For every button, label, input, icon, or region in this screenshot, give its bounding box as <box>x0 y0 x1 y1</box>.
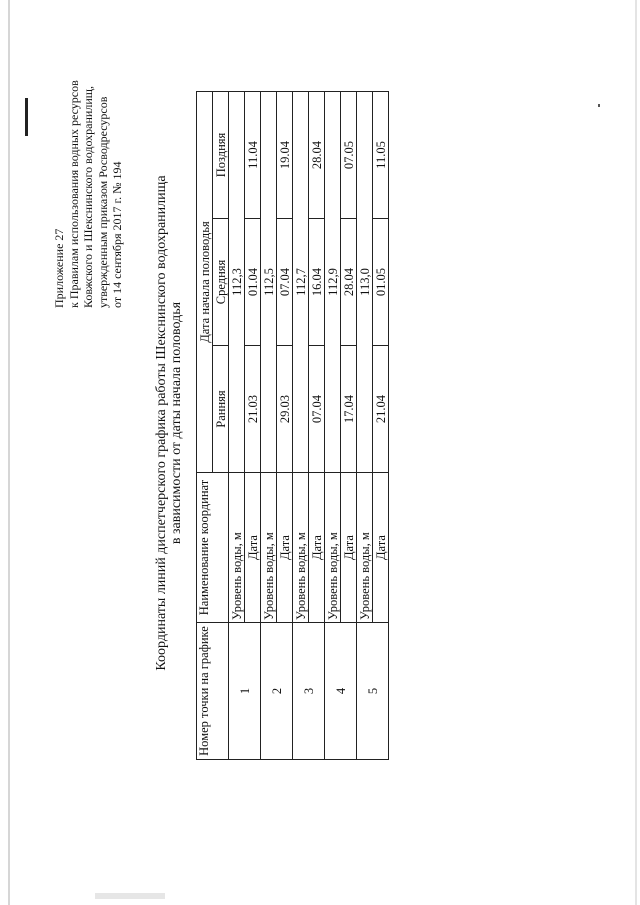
title-line-2: в зависимости от даты начала половодья <box>169 301 184 545</box>
point-number: 3 <box>293 623 325 760</box>
title-line-1: Координаты линий диспетчерского графика работы Шекснинского водохранилища <box>154 175 169 671</box>
point-number: 4 <box>325 623 357 760</box>
date-middle: 28.04 <box>341 219 357 346</box>
table-row <box>357 92 373 760</box>
point-number: 5 <box>357 623 389 760</box>
table-row <box>229 92 245 760</box>
date-label: Дата <box>277 473 293 623</box>
table-row <box>325 92 341 760</box>
header-early: Ранняя <box>213 346 229 473</box>
appendix-line: Приложение 27 <box>52 228 66 308</box>
table-header-row <box>197 92 213 760</box>
scan-dot <box>598 104 600 107</box>
document-title <box>154 78 184 768</box>
point-number: 2 <box>261 623 293 760</box>
scan-smudge <box>95 893 165 899</box>
date-late: 07.05 <box>341 92 357 219</box>
date-label: Дата <box>309 473 325 623</box>
date-middle: 16.04 <box>309 219 325 346</box>
header-coordinate-name: Наименование координат <box>197 473 229 623</box>
scan-right-edge <box>635 0 637 905</box>
water-level-value: 112,9 <box>325 92 341 473</box>
date-early: 17.04 <box>341 346 357 473</box>
date-late: 11.04 <box>245 92 261 219</box>
date-middle: 01.05 <box>373 219 389 346</box>
appendix-line: от 14 сентября 2017 г. № 194 <box>110 161 124 308</box>
level-label: Уровень воды, м <box>357 473 373 623</box>
water-level-value: 112,5 <box>261 92 277 473</box>
date-early: 29.03 <box>277 346 293 473</box>
level-label: Уровень воды, м <box>261 473 277 623</box>
scan-left-edge <box>8 0 10 905</box>
level-label: Уровень воды, м <box>293 473 309 623</box>
appendix-line: к Правилам использования водных ресурсов <box>66 80 81 308</box>
appendix-line: утвержденным приказом Росводресурсов <box>95 96 110 308</box>
date-early: 07.04 <box>309 346 325 473</box>
water-level-value: 113,0 <box>357 92 373 473</box>
header-middle: Средняя <box>213 219 229 346</box>
water-level-value: 112,3 <box>229 92 245 473</box>
header-point-number: Номер точки на графике <box>197 623 229 760</box>
table-row <box>293 92 309 760</box>
header-late: Поздняя <box>213 92 229 219</box>
appendix-header <box>52 80 125 308</box>
header-flood-start-date: Дата начала половодья <box>197 92 213 473</box>
date-early: 21.03 <box>245 346 261 473</box>
date-late: 19.04 <box>277 92 293 219</box>
rotated-page <box>50 58 530 768</box>
date-label: Дата <box>373 473 389 623</box>
table-row <box>261 92 277 760</box>
date-late: 28.04 <box>309 92 325 219</box>
date-label: Дата <box>245 473 261 623</box>
water-level-value: 112,7 <box>293 92 309 473</box>
date-middle: 07.04 <box>277 219 293 346</box>
coordinates-table <box>196 91 389 760</box>
level-label: Уровень воды, м <box>325 473 341 623</box>
appendix-line: Ковжского и Шекснинского водохранилищ, <box>81 86 95 308</box>
date-late: 11.05 <box>373 92 389 219</box>
scan-mark <box>25 98 28 136</box>
date-middle: 01.04 <box>245 219 261 346</box>
date-early: 21.04 <box>373 346 389 473</box>
level-label: Уровень воды, м <box>229 473 245 623</box>
point-number: 1 <box>229 623 261 760</box>
date-label: Дата <box>341 473 357 623</box>
